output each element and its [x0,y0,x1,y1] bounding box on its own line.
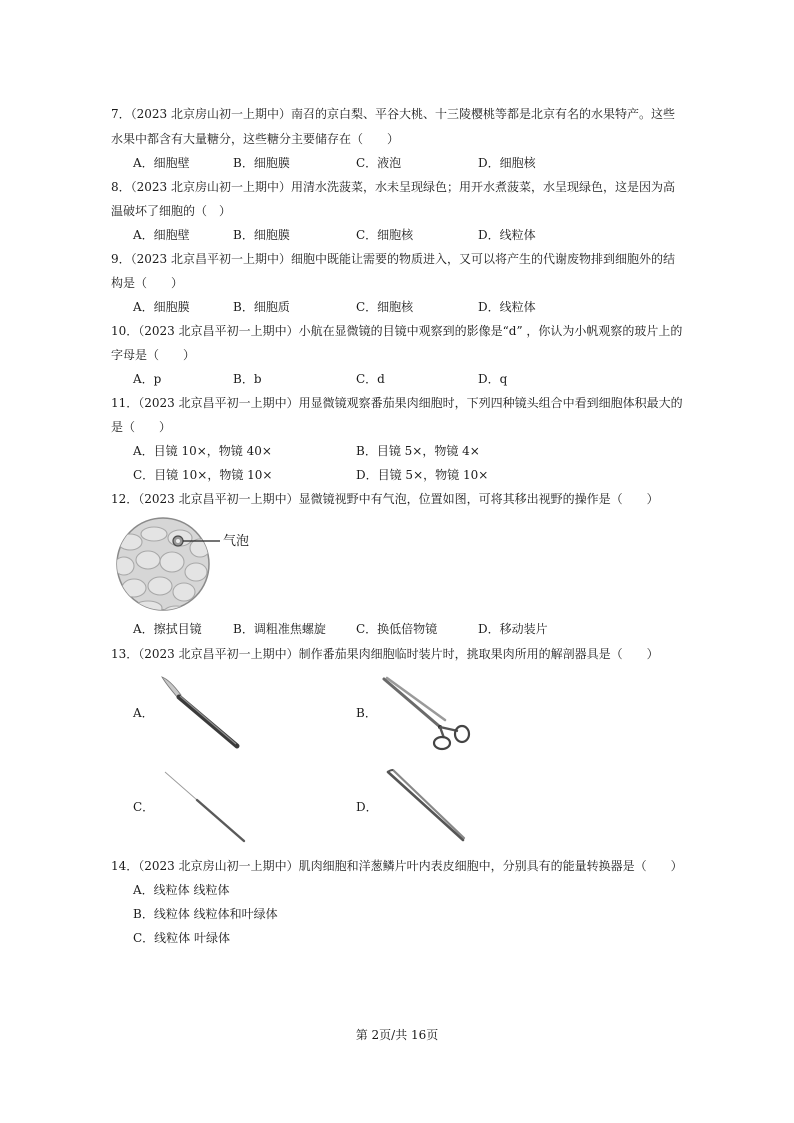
q10-option-b: B．b [233,372,262,386]
q11-option-d: D．目镜 5×，物镜 10× [356,468,489,482]
q10-option-a: A．p [133,372,162,386]
q9-option-c: C．细胞核 [356,300,414,314]
q9-stem-line1: 9．（2023 北京昌平初一上期中）细胞中既能让需要的物质进入，又可以将产生的代谢废物排到细胞外的结 [111,252,675,266]
q12-option-a: A．擦拭目镜 [133,622,202,636]
q8-option-d: D．线粒体 [478,228,536,242]
q9-stem-line2: 构是（ ） [111,276,184,290]
q13-option-c: C． [133,800,155,814]
q14-option-b: B．线粒体 线粒体和叶绿体 [133,907,278,921]
q7-stem-line1: 7．（2023 北京房山初一上期中）南召的京白梨、平谷大桃、十三陵樱桃等都是北京有名的水果特产。这些 [111,107,675,121]
q11-stem-line1: 11．（2023 北京昌平初一上期中）用显微镜观察番茄果肉细胞时，下列四种镜头组合中看到细胞体积最大的 [111,396,683,410]
scissors-icon [381,676,473,752]
q7-stem-line2: 水果中都含有大量糖分，这些糖分主要储存在（ ） [111,132,400,146]
q8-stem-line2: 温破坏了细胞的（ ） [111,204,232,218]
page-number: 第 2页/共 16页 [355,1028,439,1042]
q7-option-c: C．液泡 [356,156,402,170]
q10-option-d: D．q [478,372,508,386]
q10-stem-line2: 字母是（ ） [111,348,196,362]
q10-stem-line1: 10．（2023 北京昌平初一上期中）小航在显微镜的目镜中观察到的影像是“d” ，你认为小帆观察的玻片上的 [111,324,683,338]
dissecting-needle-icon [163,770,247,844]
q13-option-a: A． [133,706,154,720]
q7-option-a: A．细胞壁 [133,156,190,170]
q12-figure-label: 气泡 [223,534,250,549]
q7-option-d: D．细胞核 [478,156,536,170]
q8-option-b: B．细胞膜 [233,228,290,242]
q12-option-d: D．移动装片 [478,622,548,636]
q13-option-b: B． [356,706,377,720]
q12-option-c: C．换低倍物镜 [356,622,438,636]
q11-option-a: A．目镜 10×，物镜 40× [133,444,272,458]
q11-option-b: B．目镜 5×，物镜 4× [356,444,480,458]
q12-option-b: B．调粗准焦螺旋 [233,622,326,636]
q9-option-b: B．细胞质 [233,300,290,314]
q7-option-b: B．细胞膜 [233,156,290,170]
q14-option-c: C．线粒体 叶绿体 [133,931,230,945]
q13-option-d: D． [356,800,378,814]
q14-stem: 14．（2023 北京房山初一上期中）肌肉细胞和洋葱鳞片叶内表皮细胞中，分别具有的能量转换器是（ ） [111,859,683,873]
tweezers-icon [385,768,467,844]
q12-stem: 12．（2023 北京昌平初一上期中）显微镜视野中有气泡，位置如图，可将其移出视野的操作是（ ） [111,492,659,506]
q11-stem-line2: 是（ ） [111,420,172,434]
scalpel-icon [158,674,242,750]
q8-option-a: A．细胞壁 [133,228,190,242]
q8-option-c: C．细胞核 [356,228,414,242]
q13-stem: 13．（2023 北京昌平初一上期中）制作番茄果肉细胞临时装片时，挑取果肉所用的解剖器具是（ ） [111,647,659,661]
q11-option-c: C．目镜 10×，物镜 10× [133,468,273,482]
q14-option-a: A．线粒体 线粒体 [133,883,230,897]
q9-option-a: A．细胞膜 [133,300,190,314]
q9-option-d: D．线粒体 [478,300,536,314]
microscope-field-icon [112,514,272,614]
q10-option-c: C．d [356,372,385,386]
q8-stem-line1: 8．（2023 北京房山初一上期中）用清水洗菠菜，水未呈现绿色；用开水煮菠菜，水呈现绿色，这是因为高 [111,180,675,194]
